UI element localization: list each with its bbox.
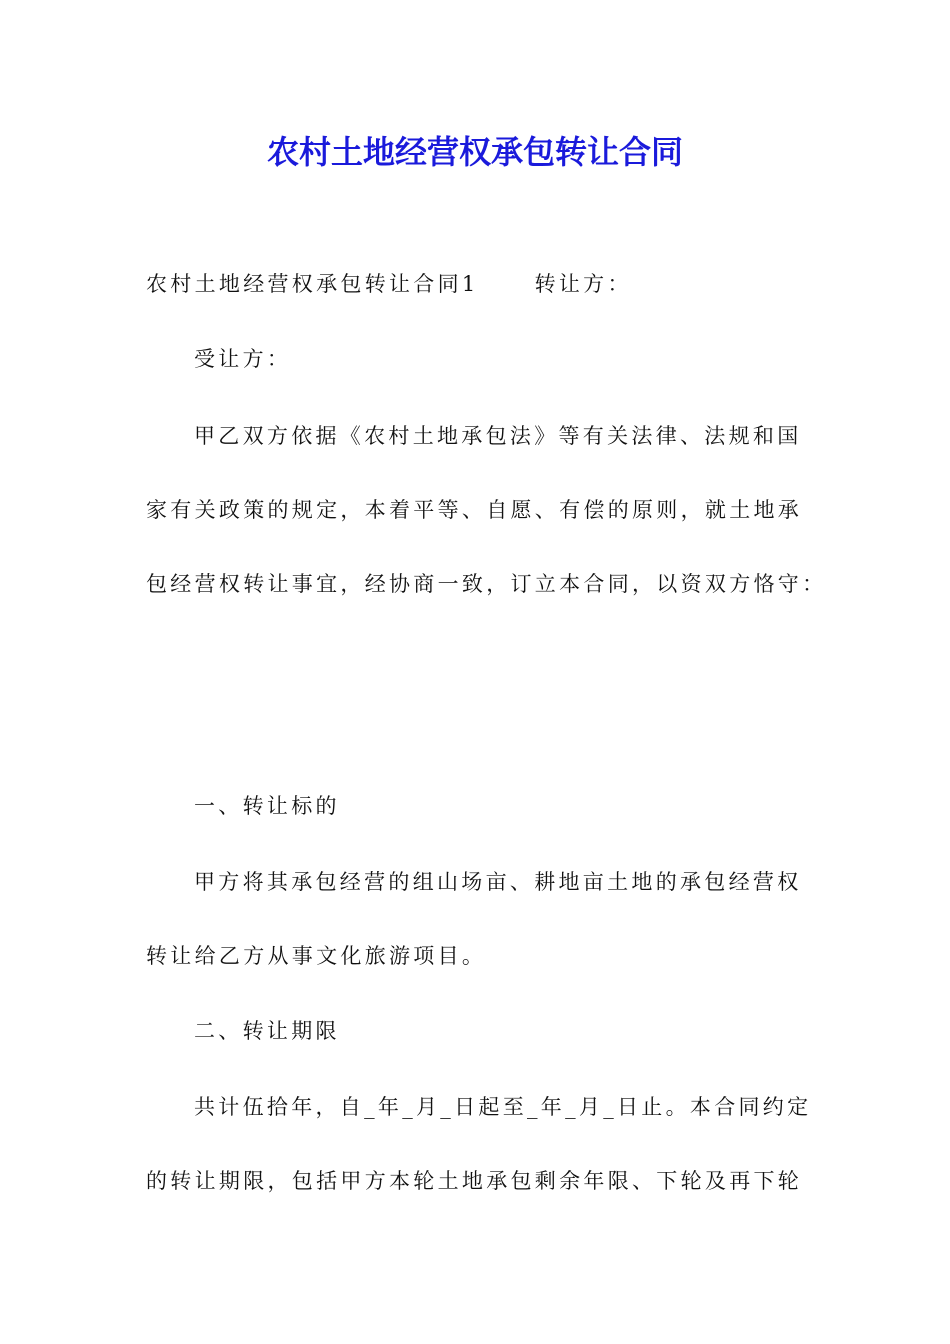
section-1-line-1: 甲方将其承包经营的组山场亩、耕地亩土地的承包经营权 (194, 870, 802, 894)
document-title: 农村土地经营权承包转让合同 (266, 133, 683, 171)
section-2-heading: 二、转让期限 (194, 1019, 340, 1043)
preamble-line-2: 家有关政策的规定，本着平等、自愿、有偿的原则，就土地承 (146, 498, 803, 522)
header-line (146, 269, 826, 299)
section-1-line-2: 转让给乙方从事文化旅游项目。 (146, 944, 487, 968)
preamble-line-3: 包经营权转让事宜，经协商一致，订立本合同，以资双方恪守： (146, 572, 827, 596)
transferee-label: 受让方： (194, 347, 292, 371)
preamble-line-1: 甲乙双方依据《农村土地承包法》等有关法律、法规和国 (194, 424, 802, 448)
section-2-line-2: 的转让期限，包括甲方本轮土地承包剩余年限、下轮及再下轮 (146, 1169, 803, 1193)
transferor-label: 转让方： (534, 272, 632, 296)
section-1-heading: 一、转让标的 (194, 794, 340, 818)
section-2-line-1: 共计伍拾年，自_年_月_日起至_年_月_日止。本合同约定 (194, 1095, 812, 1119)
contract-name: 农村土地经营权承包转让合同1 (146, 272, 479, 296)
